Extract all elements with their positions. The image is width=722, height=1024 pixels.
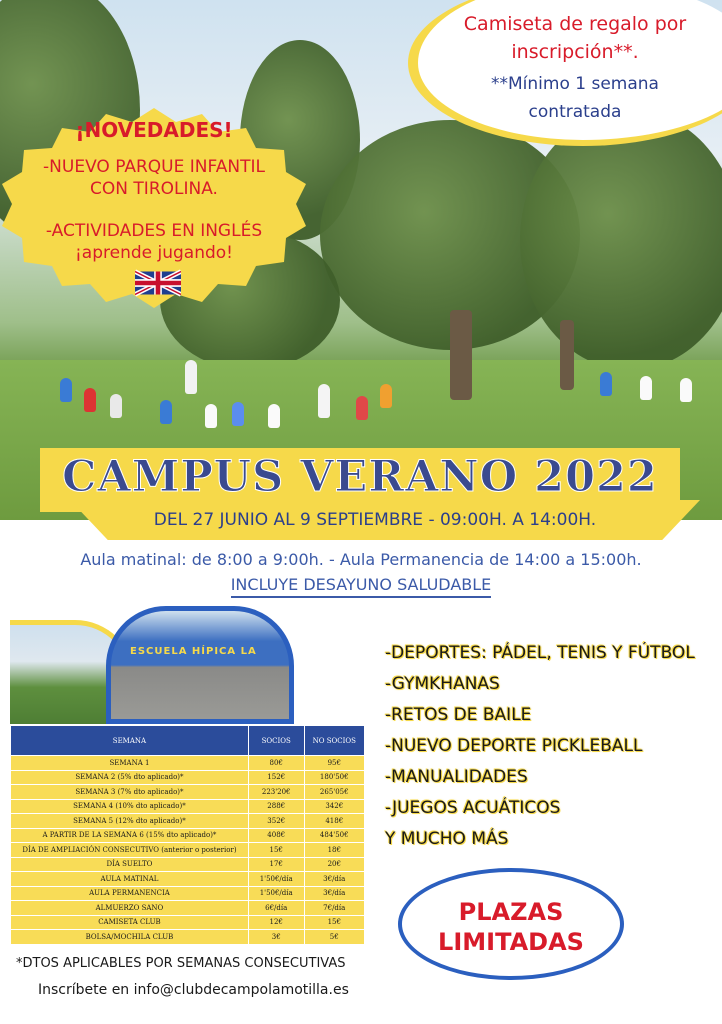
row-socios: 1'50€/día bbox=[248, 872, 304, 887]
row-socios: 352€ bbox=[248, 814, 304, 829]
activity-item: -DEPORTES: PÁDEL, TENIS Y FÚTBOL bbox=[385, 643, 695, 663]
activity-photo bbox=[10, 606, 294, 724]
activity-item: -MANUALIDADES bbox=[385, 767, 528, 787]
row-no-socios: 20€ bbox=[304, 857, 365, 872]
discount-note: *DTOS APLICABLES POR SEMANAS CONSECUTIVAS bbox=[16, 956, 346, 971]
row-no-socios: 95€ bbox=[304, 756, 365, 771]
row-socios: 17€ bbox=[248, 857, 304, 872]
table-row bbox=[11, 814, 365, 829]
gift-note-2: contratada bbox=[528, 102, 622, 122]
row-label: DÍA SUELTO bbox=[11, 857, 249, 872]
gift-text bbox=[440, 10, 710, 126]
row-no-socios: 18€ bbox=[304, 843, 365, 858]
row-socios: 3€ bbox=[248, 930, 304, 945]
row-no-socios: 15€ bbox=[304, 915, 365, 930]
table-row bbox=[11, 886, 365, 901]
table-row bbox=[11, 915, 365, 930]
table-row bbox=[11, 785, 365, 800]
table-row bbox=[11, 828, 365, 843]
campus-title: CAMPUS VERANO 2022 bbox=[62, 452, 658, 502]
row-socios: 6€/día bbox=[248, 901, 304, 916]
row-socios: 408€ bbox=[248, 828, 304, 843]
row-socios: 15€ bbox=[248, 843, 304, 858]
row-socios: 223'20€ bbox=[248, 785, 304, 800]
plazas-limitadas-badge bbox=[398, 868, 624, 980]
activity-item: Y MUCHO MÁS bbox=[385, 829, 509, 849]
table-row bbox=[11, 930, 365, 945]
row-label: SEMANA 4 (10% dto aplicado)* bbox=[11, 799, 249, 814]
row-no-socios: 7€/día bbox=[304, 901, 365, 916]
gift-line-1: Camiseta de regalo por bbox=[463, 13, 687, 35]
novedades-line-4: ¡aprende jugando! bbox=[74, 243, 233, 263]
table-row bbox=[11, 857, 365, 872]
row-label: A PARTIR DE LA SEMANA 6 (15% dto aplicado)* bbox=[11, 828, 249, 843]
gift-note-1: **Mínimo 1 semana bbox=[491, 74, 659, 94]
col-no-socios: NO SOCIOS bbox=[304, 726, 365, 756]
price-table-header bbox=[11, 726, 365, 756]
row-socios: 80€ bbox=[248, 756, 304, 771]
table-row bbox=[11, 872, 365, 887]
row-label: SEMANA 2 (5% dto aplicado)* bbox=[11, 770, 249, 785]
novedades-line-2: CON TIROLINA. bbox=[90, 179, 218, 199]
row-label: SEMANA 3 (7% dto aplicado)* bbox=[11, 785, 249, 800]
school-sign: ESCUELA HÍPICA LA bbox=[130, 646, 257, 657]
campus-dates: DEL 27 JUNIO AL 9 SEPTIEMBRE - 09:00H. A 14:00H. bbox=[153, 510, 597, 530]
price-table bbox=[10, 725, 365, 945]
row-label: CAMISETA CLUB bbox=[11, 915, 249, 930]
row-label: SEMANA 5 (12% dto aplicado)* bbox=[11, 814, 249, 829]
table-row bbox=[11, 756, 365, 771]
row-no-socios: 180'50€ bbox=[304, 770, 365, 785]
row-no-socios: 3€/día bbox=[304, 886, 365, 901]
col-socios: SOCIOS bbox=[248, 726, 304, 756]
row-no-socios: 3€/día bbox=[304, 872, 365, 887]
row-no-socios: 342€ bbox=[304, 799, 365, 814]
row-no-socios: 5€ bbox=[304, 930, 365, 945]
gift-line-2: inscripción**. bbox=[511, 41, 639, 63]
activity-item: -GYMKHANAS bbox=[385, 674, 500, 694]
signup-email[interactable]: Inscríbete en info@clubdecampolamotilla.es bbox=[38, 982, 349, 998]
row-socios: 288€ bbox=[248, 799, 304, 814]
incluye-desayuno bbox=[0, 575, 722, 594]
row-label: BOLSA/MOCHILA CLUB bbox=[11, 930, 249, 945]
row-socios: 12€ bbox=[248, 915, 304, 930]
activity-item: -JUEGOS ACUÁTICOS bbox=[385, 798, 561, 818]
row-label: DÍA DE AMPLIACIÓN CONSECUTIVO (anterior o posterior) bbox=[11, 843, 249, 858]
row-no-socios: 484'50€ bbox=[304, 828, 365, 843]
plazas-line-2: LIMITADAS bbox=[438, 928, 584, 956]
row-no-socios: 265'05€ bbox=[304, 785, 365, 800]
plazas-line-1: PLAZAS bbox=[458, 898, 564, 926]
row-socios: 1'50€/día bbox=[248, 886, 304, 901]
novedades-title: ¡NOVEDADES! bbox=[75, 118, 233, 142]
row-no-socios: 418€ bbox=[304, 814, 365, 829]
row-label: AULA PERMANENCIA bbox=[11, 886, 249, 901]
row-label: SEMANA 1 bbox=[11, 756, 249, 771]
table-row bbox=[11, 843, 365, 858]
col-semana: SEMANA bbox=[11, 726, 249, 756]
table-row bbox=[11, 799, 365, 814]
activity-item: -NUEVO DEPORTE PICKLEBALL bbox=[385, 736, 643, 756]
activity-item: -RETOS DE BAILE bbox=[385, 705, 532, 725]
table-row bbox=[11, 901, 365, 916]
uk-flag-icon bbox=[135, 268, 181, 298]
row-label: ALMUERZO SANO bbox=[11, 901, 249, 916]
activities-list bbox=[385, 638, 695, 855]
novedades-line-1: -NUEVO PARQUE INFANTIL bbox=[43, 157, 265, 177]
novedades-line-3: -ACTIVIDADES EN INGLÉS bbox=[45, 221, 263, 241]
aula-schedule: Aula matinal: de 8:00 a 9:00h. - Aula Permanencia de 14:00 a 15:00h. bbox=[80, 550, 642, 569]
row-label: AULA MATINAL bbox=[11, 872, 249, 887]
row-socios: 152€ bbox=[248, 770, 304, 785]
incluye-text: INCLUYE DESAYUNO SALUDABLE bbox=[231, 575, 492, 598]
table-row bbox=[11, 770, 365, 785]
